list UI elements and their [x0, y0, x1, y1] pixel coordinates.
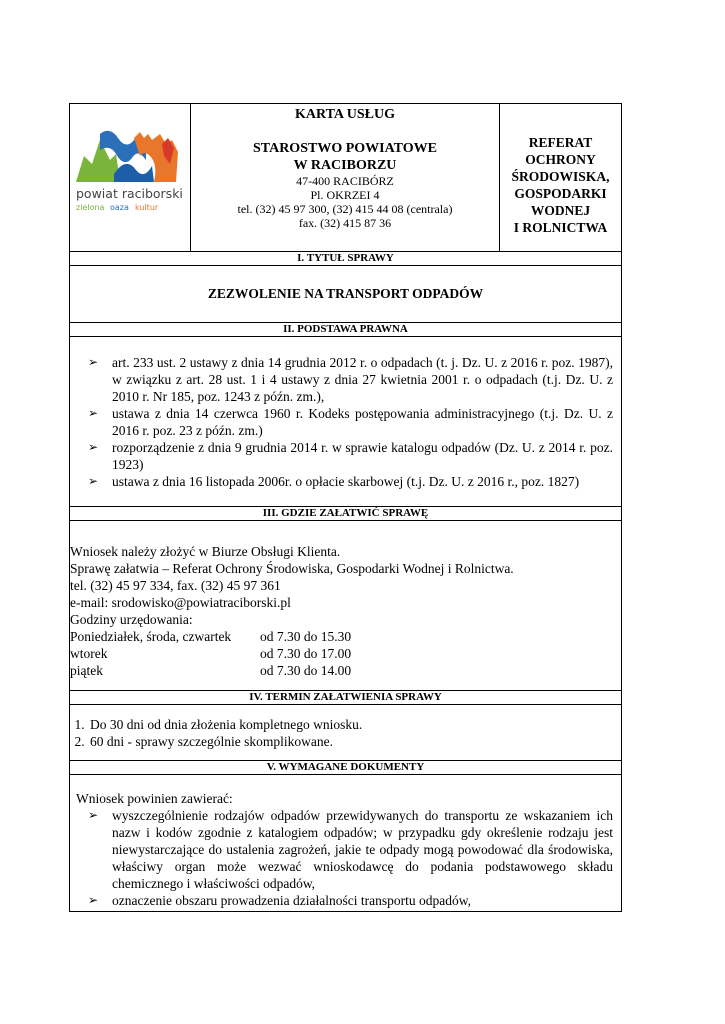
department-line: OCHRONY: [525, 152, 596, 167]
required-documents-intro: Wniosek powinien zawierać:: [76, 791, 233, 806]
deadline-list: [70, 716, 621, 750]
list-item: ➢ ustawa z dnia 16 listopada 2006r. o opłacie skarbowej (t.j. Dz. U. z 2016 r., poz. 1827): [88, 474, 580, 489]
section-1-title-row: [70, 266, 622, 323]
office-hours-label: Godziny urzędowania:: [70, 612, 193, 627]
office-street: Pl. OKRZEI 4: [310, 188, 380, 202]
logo-slogan-word-2: oaza: [110, 203, 129, 212]
office-info-cell: [191, 104, 500, 252]
office-name-line2: W RACIBORZU: [293, 158, 397, 173]
section-3-heading: III. GDZIE ZAŁATWIĆ SPRAWĘ: [70, 507, 622, 521]
hours-row: piątek od 7.30 do 14.00: [70, 663, 352, 678]
department-line: REFERAT: [528, 135, 593, 150]
list-item: ➢ art. 233 ust. 2 ustawy z dnia 14 grudnia 2012 r. o odpadach (t. j. Dz. U. z 2016 r. poz. 1987), w związku z art. 28 ust. 1 i 4 ustawy z dnia 27 kwietnia 2001 r. o odpadach (t.j. Dz. U. z 2010 r. Nr 185, poz. 1243 z późn. zm.),: [88, 355, 613, 404]
list-item: ➢ rozporządzenie z dnia 9 grudnia 2014 r. w sprawie katalogu odpadów (Dz. U. z 2014 r. poz. 1923): [88, 440, 613, 472]
section-3-heading-row: [70, 507, 622, 521]
section-4-heading: IV. TERMIN ZAŁATWIENIA SPRAWY: [70, 691, 622, 705]
arrow-bullet-icon: ➢: [88, 355, 99, 369]
section-5-body-row: [70, 775, 622, 912]
legal-basis-list: [70, 354, 613, 490]
office-name-line1: STAROSTWO POWIATOWE: [253, 141, 437, 156]
arrow-bullet-icon: ➢: [88, 893, 99, 907]
department-line: WODNEJ: [530, 203, 591, 218]
deadline-cell: [70, 705, 622, 761]
arrow-bullet-icon: ➢: [88, 808, 99, 822]
list-item: ➢ ustawa z dnia 14 czerwca 1960 r. Kodeks postępowania administracyjnego (t.j. Dz. U. z 2016 r. poz. 23 z późn. zm.): [88, 406, 613, 438]
hours-row: wtorek od 7.30 do 17.00: [70, 646, 352, 661]
arrow-bullet-icon: ➢: [88, 406, 99, 420]
card-title: KARTA USŁUG: [295, 107, 395, 122]
required-documents-cell: [70, 775, 622, 912]
arrow-bullet-icon: ➢: [88, 474, 99, 488]
section-1-heading-row: [70, 252, 622, 266]
apply-line: tel. (32) 45 97 334, fax. (32) 45 97 361: [70, 578, 281, 593]
section-4-heading-row: [70, 691, 622, 705]
section-2-heading-row: [70, 323, 622, 337]
logo-slogan-word-1: zielona: [76, 203, 105, 212]
list-item: 2. 60 dni - sprawy szczególnie skomplikowane.: [88, 733, 621, 750]
legal-basis-cell: [70, 337, 622, 507]
department-cell: [500, 104, 622, 252]
email-line: e-mail: srodowisko@powiatraciborski.pl: [70, 595, 291, 610]
department-line: GOSPODARKI: [514, 186, 607, 201]
powiat-raciborski-logo: [70, 104, 190, 246]
service-card-table: [69, 103, 622, 912]
apply-line: Wniosek należy złożyć w Biurze Obsługi Klienta.: [70, 544, 341, 559]
office-phone: tel. (32) 45 97 300, (32) 415 44 08 (centrala): [237, 202, 453, 216]
office-fax: fax. (32) 415 87 36: [298, 216, 392, 230]
section-2-heading: II. PODSTAWA PRAWNA: [70, 323, 622, 337]
logo-cell: [70, 104, 191, 252]
arrow-bullet-icon: ➢: [88, 440, 99, 454]
where-to-apply-cell: [70, 521, 622, 691]
apply-line: Sprawę załatwia – Referat Ochrony Środowiska, Gospodarki Wodnej i Rolnictwa.: [70, 561, 514, 576]
section-4-body-row: [70, 705, 622, 761]
office-postal: 47-400 RACIBÓRZ: [296, 174, 394, 188]
header-row: [70, 104, 622, 252]
section-3-body-row: [70, 521, 622, 691]
list-item: ➢ oznaczenie obszaru prowadzenia działalności transportu odpadów,: [88, 893, 471, 908]
section-2-body-row: [70, 337, 622, 507]
logo-name: powiat raciborski: [76, 186, 183, 201]
list-item: 1. Do 30 dni od dnia złożenia kompletnego wniosku.: [88, 716, 621, 733]
case-title: ZEZWOLENIE NA TRANSPORT ODPADÓW: [70, 266, 622, 323]
list-item: ➢ wyszczególnienie rodzajów odpadów przewidywanych do transportu ze wskazaniem ich nazw i kodów zgodnie z katalogiem odpadów; w przypadku gdy określenie rodzaju jest niewystarczające do ustalenia zagrożeń, jakie te odpady mogą powodować dla środowiska, właściwy organ może wezwać wnioskodawcę do podania podstawowego składu chemicznego i właściwości odpadów,: [88, 808, 613, 891]
hours-row: Poniedziałek, środa, czwartek od 7.30 do 15.30: [70, 629, 352, 644]
department-line: ŚRODOWISKA,: [511, 169, 610, 184]
section-5-heading-row: [70, 761, 622, 775]
logo-slogan-word-3: kultur: [135, 203, 159, 212]
required-documents-list: [70, 807, 613, 909]
department-line: I ROLNICTWA: [513, 220, 608, 235]
section-5-heading: V. WYMAGANE DOKUMENTY: [70, 761, 622, 775]
section-1-heading: I. TYTUŁ SPRAWY: [70, 252, 622, 266]
